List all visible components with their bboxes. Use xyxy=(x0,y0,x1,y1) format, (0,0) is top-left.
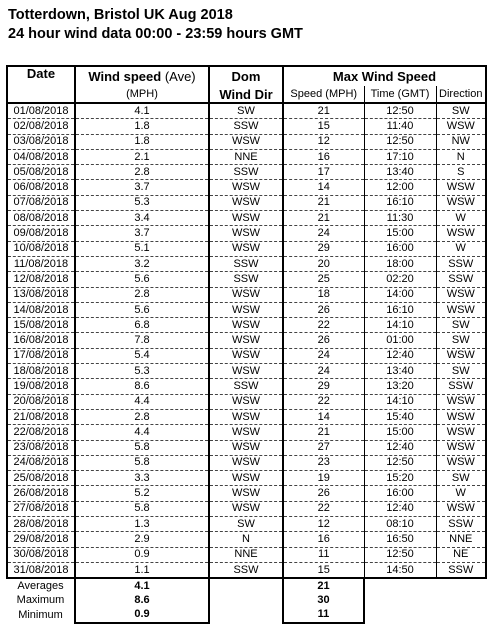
date-cell: 16/08/2018 xyxy=(7,333,75,348)
average-speed-cell: 1.8 xyxy=(75,119,209,134)
average-speed-cell: 5.8 xyxy=(75,501,209,516)
table-row xyxy=(7,364,486,379)
summary-blank xyxy=(436,594,486,608)
average-speed-cell: 4.1 xyxy=(75,103,209,119)
max-direction-cell: WSW xyxy=(436,394,486,409)
date-cell: 28/08/2018 xyxy=(7,517,75,532)
dom-wind-dir-cell: WSW xyxy=(209,364,283,379)
max-direction-cell: WSW xyxy=(436,501,486,516)
dom-wind-dir-cell: WSW xyxy=(209,394,283,409)
max-time-cell: 15:40 xyxy=(364,409,436,424)
header-direction: Direction xyxy=(436,86,486,103)
max-speed-cell: 22 xyxy=(283,394,364,409)
max-direction-cell: W xyxy=(436,486,486,501)
summary-average-value: 4.1 xyxy=(75,578,209,593)
summary-max-value: 21 xyxy=(283,578,364,593)
dom-wind-dir-cell: WSW xyxy=(209,348,283,363)
date-cell: 11/08/2018 xyxy=(7,256,75,271)
average-speed-cell: 2.9 xyxy=(75,532,209,547)
max-speed-cell: 16 xyxy=(283,149,364,164)
max-speed-cell: 21 xyxy=(283,211,364,226)
average-speed-cell: 5.6 xyxy=(75,272,209,287)
table-row xyxy=(7,302,486,317)
date-cell: 03/08/2018 xyxy=(7,134,75,149)
table-row xyxy=(7,241,486,256)
table-row xyxy=(7,471,486,486)
average-speed-cell: 5.3 xyxy=(75,195,209,210)
max-direction-cell: WSW xyxy=(436,180,486,195)
max-direction-cell: NE xyxy=(436,547,486,562)
summary-blank xyxy=(209,594,283,608)
date-cell: 29/08/2018 xyxy=(7,532,75,547)
summary-row xyxy=(7,578,486,593)
average-speed-cell: 3.7 xyxy=(75,180,209,195)
max-speed-cell: 12 xyxy=(283,517,364,532)
average-speed-cell: 2.1 xyxy=(75,149,209,164)
dom-wind-dir-cell: WSW xyxy=(209,318,283,333)
summary-blank xyxy=(364,578,436,593)
max-speed-cell: 29 xyxy=(283,241,364,256)
max-direction-cell: SW xyxy=(436,333,486,348)
table-row xyxy=(7,134,486,149)
table-row xyxy=(7,532,486,547)
summary-max-value: 11 xyxy=(283,608,364,623)
date-cell: 23/08/2018 xyxy=(7,440,75,455)
average-speed-cell: 5.4 xyxy=(75,348,209,363)
table-row xyxy=(7,211,486,226)
summary-max-value: 30 xyxy=(283,594,364,608)
max-time-cell: 12:50 xyxy=(364,134,436,149)
average-speed-cell: 2.8 xyxy=(75,165,209,180)
average-speed-cell: 5.6 xyxy=(75,302,209,317)
date-cell: 07/08/2018 xyxy=(7,195,75,210)
max-time-cell: 12:40 xyxy=(364,501,436,516)
table-row xyxy=(7,119,486,134)
max-speed-cell: 29 xyxy=(283,379,364,394)
max-time-cell: 01:00 xyxy=(364,333,436,348)
max-time-cell: 11:40 xyxy=(364,119,436,134)
max-direction-cell: W xyxy=(436,211,486,226)
max-time-cell: 16:10 xyxy=(364,302,436,317)
date-cell: 18/08/2018 xyxy=(7,364,75,379)
date-cell: 01/08/2018 xyxy=(7,103,75,119)
average-speed-cell: 2.8 xyxy=(75,287,209,302)
dom-wind-dir-cell: WSW xyxy=(209,211,283,226)
table-row xyxy=(7,272,486,287)
summary-row xyxy=(7,594,486,608)
table-row xyxy=(7,425,486,440)
dom-wind-dir-cell: WSW xyxy=(209,471,283,486)
average-speed-cell: 7.8 xyxy=(75,333,209,348)
max-direction-cell: SW xyxy=(436,318,486,333)
average-speed-cell: 3.4 xyxy=(75,211,209,226)
max-direction-cell: WSW xyxy=(436,119,486,134)
table-row xyxy=(7,501,486,516)
dom-wind-dir-cell: NNE xyxy=(209,149,283,164)
max-time-cell: 12:50 xyxy=(364,455,436,470)
max-speed-cell: 12 xyxy=(283,134,364,149)
average-speed-cell: 2.8 xyxy=(75,409,209,424)
table-row xyxy=(7,455,486,470)
table-row xyxy=(7,409,486,424)
date-cell: 30/08/2018 xyxy=(7,547,75,562)
max-speed-cell: 11 xyxy=(283,547,364,562)
max-speed-cell: 21 xyxy=(283,195,364,210)
average-speed-cell: 6.8 xyxy=(75,318,209,333)
date-cell: 24/08/2018 xyxy=(7,455,75,470)
max-speed-cell: 19 xyxy=(283,471,364,486)
max-speed-cell: 24 xyxy=(283,364,364,379)
max-speed-cell: 27 xyxy=(283,440,364,455)
dom-wind-dir-cell: WSW xyxy=(209,180,283,195)
dom-wind-dir-cell: SW xyxy=(209,517,283,532)
average-speed-cell: 1.8 xyxy=(75,134,209,149)
table-row xyxy=(7,394,486,409)
summary-label: Averages xyxy=(17,579,64,592)
dom-wind-dir-cell: SSW xyxy=(209,379,283,394)
summary-row xyxy=(7,608,486,623)
max-time-cell: 14:10 xyxy=(364,394,436,409)
max-time-cell: 11:30 xyxy=(364,211,436,226)
dom-wind-dir-cell: N xyxy=(209,532,283,547)
table-row xyxy=(7,486,486,501)
table-row xyxy=(7,318,486,333)
max-time-cell: 17:10 xyxy=(364,149,436,164)
max-speed-cell: 24 xyxy=(283,348,364,363)
max-speed-cell: 24 xyxy=(283,226,364,241)
date-cell: 13/08/2018 xyxy=(7,287,75,302)
dom-wind-dir-cell: WSW xyxy=(209,455,283,470)
page-subtitle: 24 hour wind data 00:00 - 23:59 hours GMT xyxy=(8,26,303,42)
table-row xyxy=(7,440,486,455)
max-time-cell: 16:00 xyxy=(364,486,436,501)
summary-blank xyxy=(209,608,283,623)
max-direction-cell: SSW xyxy=(436,256,486,271)
max-speed-cell: 21 xyxy=(283,103,364,119)
average-speed-cell: 5.8 xyxy=(75,440,209,455)
max-time-cell: 15:00 xyxy=(364,226,436,241)
table-row xyxy=(7,103,486,119)
max-direction-cell: WSW xyxy=(436,440,486,455)
average-speed-cell: 5.8 xyxy=(75,455,209,470)
table-row xyxy=(7,348,486,363)
table-row xyxy=(7,379,486,394)
table-row xyxy=(7,256,486,271)
max-time-cell: 16:50 xyxy=(364,532,436,547)
max-time-cell: 02:20 xyxy=(364,272,436,287)
table-row xyxy=(7,226,486,241)
dom-wind-dir-cell: NNE xyxy=(209,547,283,562)
dom-wind-dir-cell: SSW xyxy=(209,272,283,287)
max-speed-cell: 18 xyxy=(283,287,364,302)
max-time-cell: 13:40 xyxy=(364,165,436,180)
max-speed-cell: 14 xyxy=(283,180,364,195)
summary-blank xyxy=(209,578,283,593)
max-direction-cell: N xyxy=(436,149,486,164)
max-direction-cell: SSW xyxy=(436,562,486,578)
dom-wind-dir-cell: SSW xyxy=(209,119,283,134)
max-direction-cell: SW xyxy=(436,471,486,486)
summary-label: Maximum xyxy=(16,594,65,607)
dom-wind-dir-cell: SSW xyxy=(209,165,283,180)
summary-average-value: 0.9 xyxy=(75,608,209,623)
max-direction-cell: WSW xyxy=(436,287,486,302)
max-time-cell: 18:00 xyxy=(364,256,436,271)
summary-blank xyxy=(364,594,436,608)
dom-wind-dir-cell: SSW xyxy=(209,562,283,578)
average-speed-cell: 3.7 xyxy=(75,226,209,241)
summary-average-value: 8.6 xyxy=(75,594,209,608)
date-cell: 19/08/2018 xyxy=(7,379,75,394)
max-time-cell: 16:10 xyxy=(364,195,436,210)
header-dom: Dom xyxy=(209,66,283,86)
max-time-cell: 13:20 xyxy=(364,379,436,394)
header-max-wind-speed: Max Wind Speed xyxy=(283,66,486,86)
date-cell: 31/08/2018 xyxy=(7,562,75,578)
page-title: Totterdown, Bristol UK Aug 2018 xyxy=(8,7,233,23)
date-cell: 15/08/2018 xyxy=(7,318,75,333)
average-speed-cell: 3.2 xyxy=(75,256,209,271)
max-time-cell: 13:40 xyxy=(364,364,436,379)
header-row-2 xyxy=(7,86,486,103)
dom-wind-dir-cell: WSW xyxy=(209,287,283,302)
header-speed-mph: Speed (MPH) xyxy=(283,86,364,103)
summary-label: Minimum xyxy=(18,608,63,621)
date-cell: 06/08/2018 xyxy=(7,180,75,195)
dom-wind-dir-cell: WSW xyxy=(209,195,283,210)
max-speed-cell: 26 xyxy=(283,486,364,501)
max-direction-cell: SW xyxy=(436,103,486,119)
date-cell: 12/08/2018 xyxy=(7,272,75,287)
summary-blank xyxy=(364,608,436,623)
header-wind-speed xyxy=(75,66,209,86)
date-cell: 10/08/2018 xyxy=(7,241,75,256)
table-row xyxy=(7,287,486,302)
average-speed-cell: 3.3 xyxy=(75,471,209,486)
max-time-cell: 12:40 xyxy=(364,440,436,455)
max-time-cell: 08:10 xyxy=(364,517,436,532)
header-wind-dir: Wind Dir xyxy=(209,86,283,103)
max-direction-cell: S xyxy=(436,165,486,180)
max-direction-cell: NW xyxy=(436,134,486,149)
max-time-cell: 12:40 xyxy=(364,348,436,363)
max-time-cell: 14:10 xyxy=(364,318,436,333)
max-direction-cell: WSW xyxy=(436,425,486,440)
max-time-cell: 12:50 xyxy=(364,547,436,562)
dom-wind-dir-cell: WSW xyxy=(209,409,283,424)
max-direction-cell: WSW xyxy=(436,455,486,470)
date-cell: 02/08/2018 xyxy=(7,119,75,134)
max-speed-cell: 25 xyxy=(283,272,364,287)
max-time-cell: 14:50 xyxy=(364,562,436,578)
max-direction-cell: WSW xyxy=(436,302,486,317)
max-direction-cell: SSW xyxy=(436,379,486,394)
max-speed-cell: 23 xyxy=(283,455,364,470)
max-speed-cell: 15 xyxy=(283,119,364,134)
max-speed-cell: 14 xyxy=(283,409,364,424)
header-wind-unit: (MPH) xyxy=(75,86,209,103)
max-speed-cell: 21 xyxy=(283,425,364,440)
max-direction-cell: W xyxy=(436,241,486,256)
wind-data-table xyxy=(6,65,487,624)
date-cell: 26/08/2018 xyxy=(7,486,75,501)
max-speed-cell: 15 xyxy=(283,562,364,578)
date-cell: 25/08/2018 xyxy=(7,471,75,486)
date-cell: 20/08/2018 xyxy=(7,394,75,409)
max-time-cell: 15:00 xyxy=(364,425,436,440)
date-cell: 22/08/2018 xyxy=(7,425,75,440)
dom-wind-dir-cell: WSW xyxy=(209,440,283,455)
max-time-cell: 15:20 xyxy=(364,471,436,486)
average-speed-cell: 5.2 xyxy=(75,486,209,501)
average-speed-cell: 4.4 xyxy=(75,394,209,409)
dom-wind-dir-cell: WSW xyxy=(209,501,283,516)
header-time-gmt: Time (GMT) xyxy=(364,86,436,103)
max-speed-cell: 22 xyxy=(283,318,364,333)
average-speed-cell: 4.4 xyxy=(75,425,209,440)
date-cell: 17/08/2018 xyxy=(7,348,75,363)
max-speed-cell: 26 xyxy=(283,333,364,348)
dom-wind-dir-cell: WSW xyxy=(209,241,283,256)
table-row xyxy=(7,517,486,532)
summary-blank xyxy=(436,608,486,623)
max-time-cell: 14:00 xyxy=(364,287,436,302)
max-speed-cell: 20 xyxy=(283,256,364,271)
table-row xyxy=(7,333,486,348)
max-speed-cell: 16 xyxy=(283,532,364,547)
table-row xyxy=(7,165,486,180)
table-row xyxy=(7,180,486,195)
summary-blank xyxy=(436,578,486,593)
max-direction-cell: WSW xyxy=(436,195,486,210)
dom-wind-dir-cell: WSW xyxy=(209,425,283,440)
dom-wind-dir-cell: SW xyxy=(209,103,283,119)
average-speed-cell: 5.3 xyxy=(75,364,209,379)
dom-wind-dir-cell: WSW xyxy=(209,226,283,241)
dom-wind-dir-cell: WSW xyxy=(209,302,283,317)
average-speed-cell: 5.1 xyxy=(75,241,209,256)
header-wind-speed-bold: Wind speed xyxy=(88,69,162,84)
max-direction-cell: SW xyxy=(436,364,486,379)
date-cell: 14/08/2018 xyxy=(7,302,75,317)
max-speed-cell: 26 xyxy=(283,302,364,317)
date-cell: 09/08/2018 xyxy=(7,226,75,241)
average-speed-cell: 1.3 xyxy=(75,517,209,532)
date-cell: 04/08/2018 xyxy=(7,149,75,164)
header-row-1 xyxy=(7,66,486,86)
table-row xyxy=(7,149,486,164)
average-speed-cell: 1.1 xyxy=(75,562,209,578)
date-cell: 21/08/2018 xyxy=(7,409,75,424)
date-cell: 05/08/2018 xyxy=(7,165,75,180)
average-speed-cell: 8.6 xyxy=(75,379,209,394)
max-direction-cell: WSW xyxy=(436,409,486,424)
average-speed-cell: 0.9 xyxy=(75,547,209,562)
table-row xyxy=(7,547,486,562)
max-speed-cell: 22 xyxy=(283,501,364,516)
table-row xyxy=(7,195,486,210)
date-cell: 08/08/2018 xyxy=(7,211,75,226)
max-direction-cell: NNE xyxy=(436,532,486,547)
header-date: Date xyxy=(7,66,75,103)
max-speed-cell: 17 xyxy=(283,165,364,180)
dom-wind-dir-cell: WSW xyxy=(209,486,283,501)
max-time-cell: 12:50 xyxy=(364,103,436,119)
max-time-cell: 16:00 xyxy=(364,241,436,256)
max-time-cell: 12:00 xyxy=(364,180,436,195)
header-wind-speed-ave: (Ave) xyxy=(164,69,196,84)
dom-wind-dir-cell: SSW xyxy=(209,256,283,271)
max-direction-cell: SSW xyxy=(436,517,486,532)
max-direction-cell: WSW xyxy=(436,348,486,363)
dom-wind-dir-cell: WSW xyxy=(209,333,283,348)
max-direction-cell: SSW xyxy=(436,272,486,287)
max-direction-cell: WSW xyxy=(436,226,486,241)
date-cell: 27/08/2018 xyxy=(7,501,75,516)
dom-wind-dir-cell: WSW xyxy=(209,134,283,149)
table-row xyxy=(7,562,486,578)
